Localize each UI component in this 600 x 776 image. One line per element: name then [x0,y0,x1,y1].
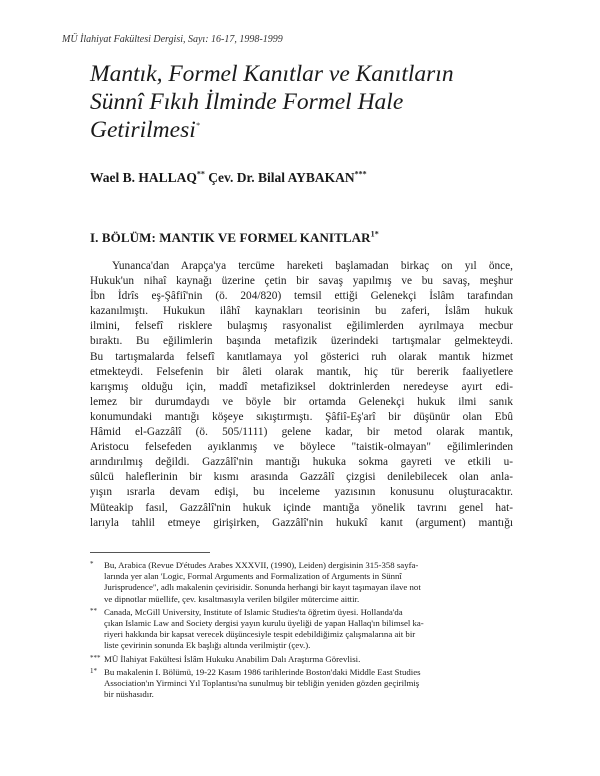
footnote [90,607,513,652]
footnote-divider [90,552,210,553]
title-line-1: Mantık, Formel Kanıtlar ve Kanıtların [90,61,454,87]
footnote-line: Canada, McGill University, Institute of Islamic Studies'ta öğretim üyesi. Hollanda'da [104,606,403,617]
footnote-line: larında yer alan 'Logic, Formal Arguments and Formalization of Arguments in Sünnî [104,571,402,582]
body-paragraph [90,259,513,531]
body-line: yışın ısrarla devam edişi, bu inceleme yazısının konusunu oluşturacaktır. [90,486,513,499]
body-line: arındırılmış değildi. Gazzâlî'nin mantığı hukuka sokma gayreti ve etkili u- [90,456,513,469]
footnote-line: riyeri hakkında bir kapsat verecek düşüncesiyle tespit edebildiğimiz çalışmalarına ait bir [104,629,416,640]
section-heading [90,230,379,246]
section-heading-text: I. BÖLÜM: MANTIK VE FORMEL KANITLAR [90,230,371,245]
body-line: Hâmid el-Gazzâlî (ö. 505/1111) gelene kadar, bir metod olarak mantık, [90,426,513,439]
title-line-3 [90,116,530,144]
translator-footnote-mark[interactable]: *** [354,169,367,179]
footnote-line: Jurisprudence", adlı makalenin çevirisidir. Sonunda herhangi bir kayıt taşımayan ilave not [104,582,421,593]
body-line: Aristocu felsefeden ayıklanmış ve böylece "taistik-olmayan" eğilimlerinden [90,441,513,454]
footnote [90,654,513,665]
author-footnote-mark[interactable]: ** [196,169,205,179]
body-line: lemez bir durumdaydı ve böyle bir ortamda Gelenekçi hukuk ilmi sanık [90,395,513,408]
section-footnote-mark[interactable]: 1* [370,229,379,239]
author-line [90,170,367,186]
footnote-line: liste çevirinin sonunda Ek başlığı altında verilmiştir (çev.). [104,640,311,651]
running-head: MÜ İlahiyat Fakültesi Dergisi, Sayı: 16-17, 1998-1999 [62,34,283,45]
footnote-line: Bu, Arabica (Revue D'études Arabes XXXVII, (1990), Leiden) dergisinin 315-358 sayfa- [104,560,419,570]
body-line: larıyla tahlil etmeye girişirken, Gazzâlî'nin hukukî kanıt (argument) mantığı [90,516,513,529]
body-line: kazanılmıştı. Hukukun ilâhî kaynakları teorisinin bu zaferi, İslâm hukuk [90,305,513,318]
footnotes [90,560,513,702]
author-name: Wael B. HALLAQ [90,170,197,185]
footnote-line: Bu makalenin I. Bölümü, 19-22 Kasım 1986 tarihlerinde Boston'daki Middle East Studies [104,666,421,677]
translator-name: Çev. Dr. Bilal AYBAKAN [208,170,355,185]
footnote-mark: 1* [90,666,97,675]
title-line-2: Sünnî Fıkıh İlminde Formel Hale [90,89,404,115]
body-line: Hukuk'un nihaî kaynağı üzerine çetin bir savaş yapılmış ve bu savaş, meşhur [90,275,513,288]
body-line: bıraktı. Bu eğilimlerin başında metafizik üzerindeki tartışmalar gelmekteydi. [90,335,513,348]
body-line: Bu tartışmalarda felsefî kanıtlamaya yol gösterici ruh olarak mantık hizmet [90,350,513,363]
body-line: etmekteydi. Felsefenin bir âleti olarak mantık, hiç tür bererik faaliyetlere [90,365,513,378]
title-line-3-text: Getirilmesi [90,117,196,143]
title-footnote-mark[interactable]: * [195,121,200,131]
body-line: Yunanca'dan Arapça'ya tercüme hareketi başlamadan birkaç on yıl önce, [112,260,513,272]
body-line: konumundaki mantığı köşeye sıkıştırmıştı. Şâfiî-Eş'arî bir düşünür olan Ebû [90,410,513,423]
footnote [90,560,513,605]
footnote-mark: *** [90,653,101,662]
body-line: ilmini, felsefî risklere bulaşmış rasyonalist eğilimlerden ayrılmaya mecbur [90,320,513,333]
body-line: İbn İdrîs eş-Şâfiî'nin (ö. 204/820) temsil ettiği Gelenekçi İslâm tarafından [90,290,513,303]
footnote [90,667,513,701]
article-title [90,60,530,144]
footnote-line: bir nüshasıdır. [104,689,154,700]
body-line: Müteakip fasıl, Gazzâlî'nin hukuk içinde mantığa yönelik tavrını genel hat- [90,501,513,514]
footnote-mark: * [90,560,94,568]
footnote-line: Association'ın Yirminci Yıl Toplantısı'na sunulmuş bir tebliğin yeniden gözden geçirilmiş [104,678,420,689]
footnote-line: ve dipnotlar müellife, çev. kısaltmasıyla verilen bilgiler mütercime aittir. [104,593,360,604]
footnote-line: MÜ İlahiyat Fakültesi İslâm Hukuku Anabilim Dalı Araştırma Görevlisi. [104,653,361,664]
body-line: sûlcü haleflerinin bir kısmı arasında Gazzâlî çizgisi denilebilecek olan anla- [90,471,513,484]
footnote-line: çıkan Islamic Law and Society dergisi yayın kurulu üyeliği de yapan Hallaq'ın bilimsel ka- [104,618,424,629]
footnote-mark: ** [90,606,97,615]
body-line: karışmış olduğu için, maddî metafiziksel doktrinlerden neredeyse ayırt edi- [90,380,513,393]
